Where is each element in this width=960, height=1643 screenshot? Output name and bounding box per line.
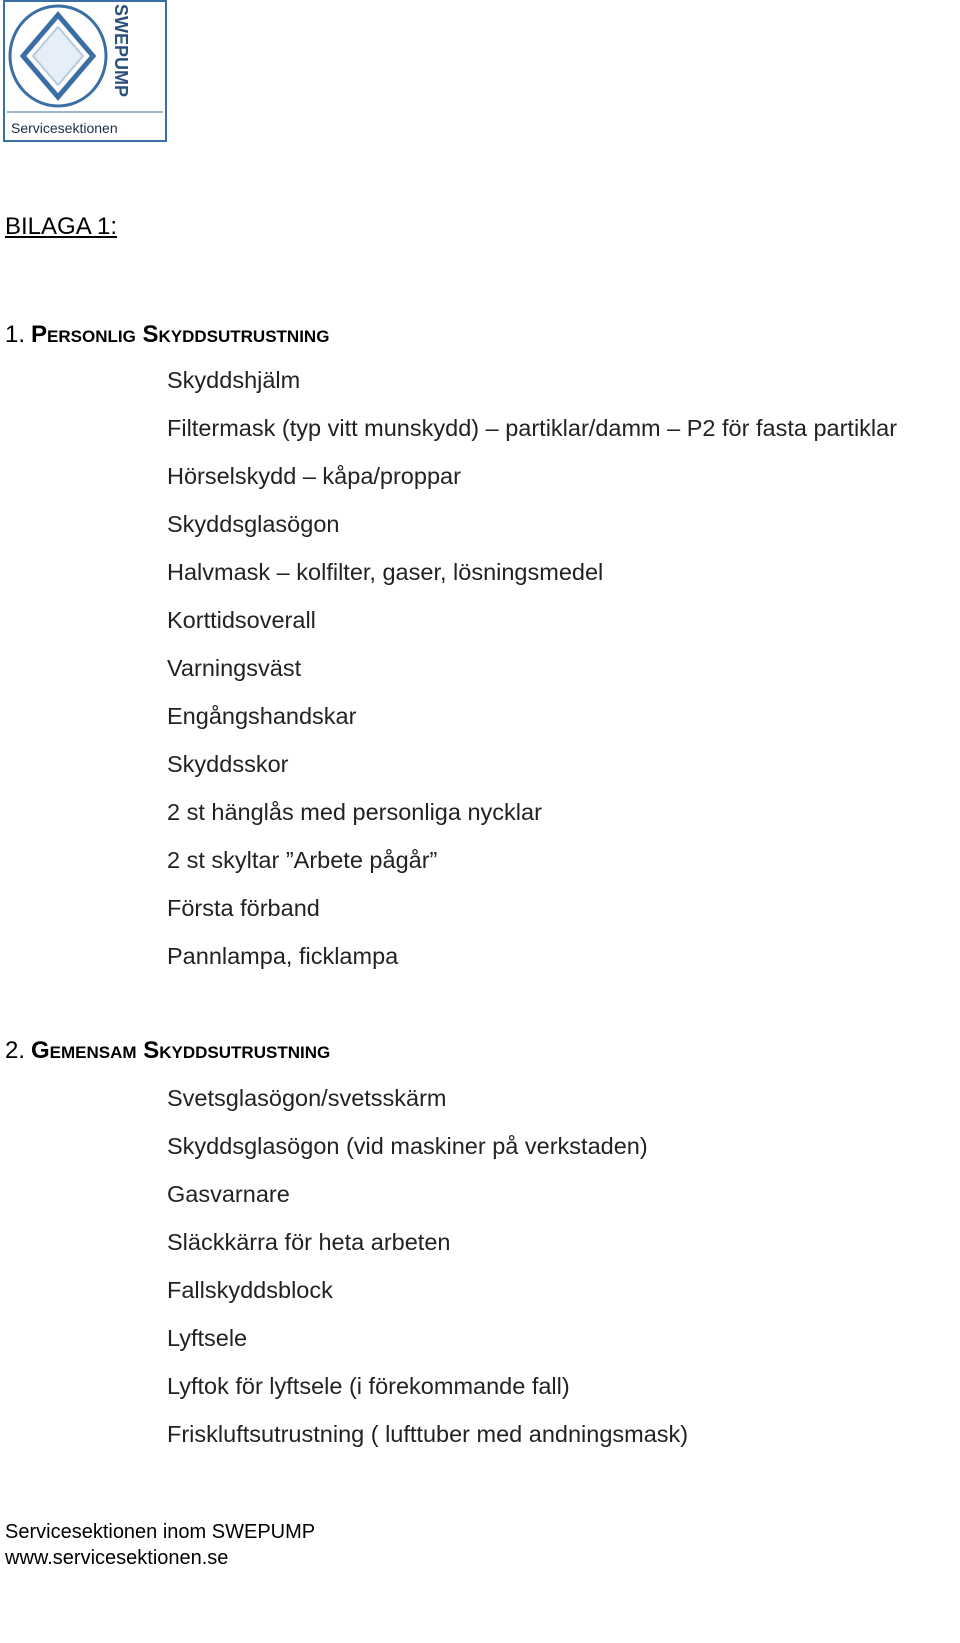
list-item: Skyddsglasögon (vid maskiner på verkstaden) — [167, 1133, 648, 1159]
list-item: Pannlampa, ficklampa — [167, 943, 399, 969]
list-item: Fallskyddsblock — [167, 1277, 333, 1303]
list-item: Lyftsele — [167, 1325, 248, 1351]
list-item: Hörselskydd – kåpa/proppar — [167, 463, 461, 489]
section-2-label: Gemensam Skyddsutrustning — [31, 1037, 331, 1064]
swepump-logo — [3, 0, 170, 145]
list-item: Gasvarnare — [167, 1181, 290, 1207]
footer-website: www.servicesektionen.se — [5, 1547, 229, 1569]
logo-mark — [3, 0, 170, 145]
section-2-number: 2. — [5, 1037, 26, 1064]
list-item: Skyddsskor — [167, 751, 289, 777]
section-1-number: 1. — [5, 321, 26, 348]
list-item: Lyftok för lyftsele (i förekommande fall) — [167, 1373, 570, 1399]
list-item: Skyddsglasögon — [167, 511, 340, 537]
section-2-title — [5, 1037, 330, 1065]
section-1-label: Personlig Skyddsutrustning — [31, 321, 330, 348]
page-title: BILAGA 1: — [5, 213, 118, 240]
list-item: Halvmask – kolfilter, gaser, lösningsmedel — [167, 559, 604, 585]
list-item: Filtermask (typ vitt munskydd) – partiklar/damm – P2 för fasta partiklar — [167, 415, 898, 441]
list-item: Första förband — [167, 895, 320, 921]
list-item: 2 st skyltar ”Arbete pågår” — [167, 847, 438, 873]
logo-brand-text: SWEPUMP — [111, 4, 131, 98]
footer-organization: Servicesektionen inom SWEPUMP — [5, 1521, 316, 1543]
list-item: Skyddshjälm — [167, 367, 301, 393]
list-item: 2 st hänglås med personliga nycklar — [167, 799, 542, 825]
list-item: Friskluftsutrustning ( lufttuber med andningsmask) — [167, 1421, 689, 1447]
logo-caption: Servicesektionen — [11, 120, 118, 136]
list-item: Korttidsoverall — [167, 607, 316, 633]
section-1-title — [5, 321, 329, 349]
list-item: Släckkärra för heta arbeten — [167, 1229, 451, 1255]
list-item: Engångshandskar — [167, 703, 357, 729]
list-item: Varningsväst — [167, 655, 302, 681]
list-item: Svetsglasögon/svetsskärm — [167, 1085, 447, 1111]
